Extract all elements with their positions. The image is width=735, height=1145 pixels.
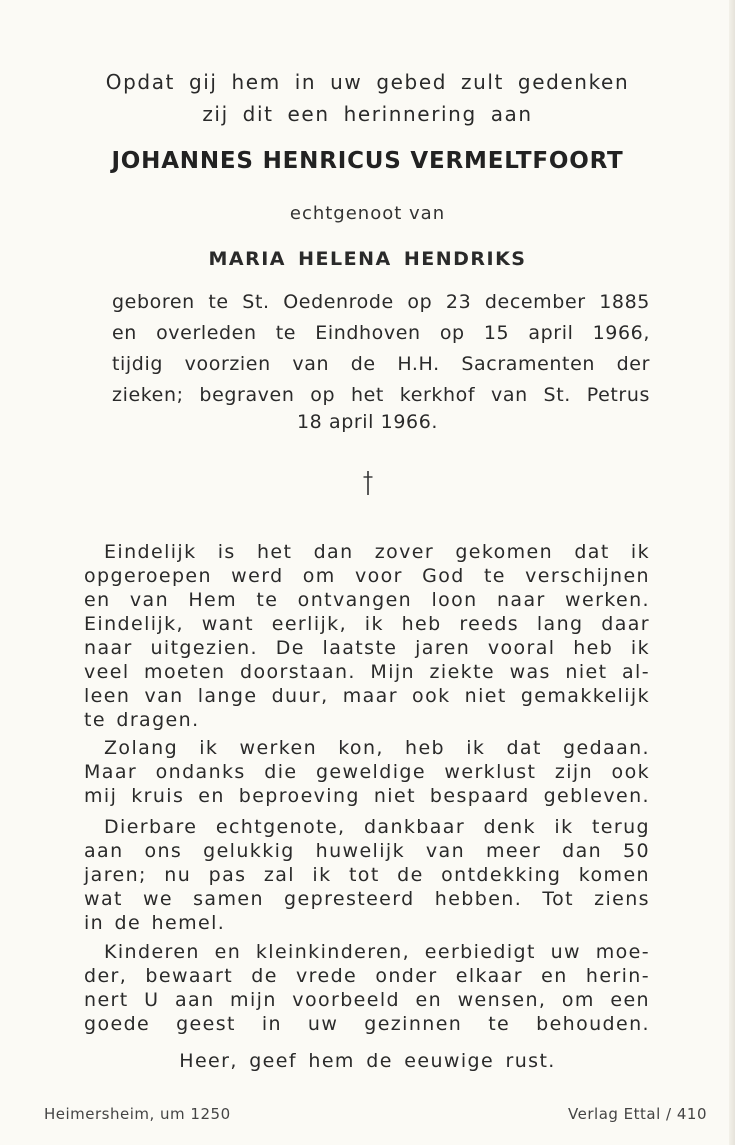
spouse-label: echtgenoot van	[289, 203, 446, 224]
paragraph-line: Zolang ik werken kon, heb ik dat gedaan.	[104, 737, 650, 759]
spouse-name: MARIA HELENA HENDRIKS	[208, 248, 527, 270]
paragraph-line: Eindelijk, want eerlijk, ik heb reeds lang daar	[84, 613, 650, 635]
paragraph-line: jaren; nu pas zal ik tot de ontdekking komen	[84, 864, 650, 886]
paragraph-line: Kinderen en kleinkinderen, eerbiedigt uw moe-	[104, 941, 650, 963]
biography	[112, 287, 650, 411]
paragraph-line: wat we samen gepresteerd hebben. Tot ziens	[84, 888, 650, 910]
paragraph-line: leen van lange duur, maar ook niet gemakkelijk	[84, 685, 650, 707]
paragraph-2	[84, 736, 650, 808]
card-edge	[729, 0, 735, 1145]
paragraph-line: Maar ondanks die geweldige werklust zijn ook	[84, 761, 650, 783]
paragraph-line: te dragen.	[84, 709, 200, 731]
publisher-credit: Verlag Ettal / 410	[568, 1105, 707, 1123]
paragraph-line: opgeroepen werd om voor God te verschijnen	[84, 565, 650, 587]
paragraph-line: en van Hem te ontvangen loon naar werken.	[84, 589, 650, 611]
bio-line: zieken; begraven op het kerkhof van St. Petrus	[112, 384, 650, 406]
image-credit: Heimersheim, um 1250	[44, 1105, 231, 1123]
bio-line: tijdig voorzien van de H.H. Sacramenten der	[112, 353, 650, 375]
burial-date: 18 april 1966.	[296, 411, 439, 433]
paragraph-line: in de hemel.	[84, 912, 226, 934]
intro-line-1: Opdat gij hem in uw gebed zult gedenken	[105, 70, 630, 94]
bio-line: en overleden te Eindhoven op 15 april 1966,	[112, 322, 650, 344]
paragraph-line: Dierbare echtgenote, dankbaar denk ik terug	[104, 816, 650, 838]
latin-cross-icon	[360, 470, 376, 496]
paragraph-4	[84, 940, 650, 1036]
bio-line: geboren te St. Oedenrode op 23 december 1885	[112, 291, 650, 313]
paragraph-1	[84, 540, 650, 732]
paragraph-line: aan ons gelukkig huwelijk van meer dan 50	[84, 840, 650, 862]
paragraph-line: veel moeten doorstaan. Mijn ziekte was niet al-	[84, 661, 650, 683]
paragraph-line: Eindelijk is het dan zover gekomen dat ik	[104, 541, 650, 563]
paragraph-line: nert U aan mijn voorbeeld en wensen, om een	[84, 989, 650, 1011]
deceased-name: JOHANNES HENRICUS VERMELTFOORT	[111, 148, 624, 174]
paragraph-line: der, bewaart de vrede onder elkaar en herin-	[84, 965, 650, 987]
paragraph-3	[84, 815, 650, 935]
paragraph-line: naar uitgezien. De laatste jaren vooral heb ik	[84, 637, 650, 659]
paragraph-line: mij kruis en beproeving niet bespaard gebleven.	[84, 785, 650, 807]
intro-line-2: zij dit een herinnering aan	[202, 102, 533, 126]
paragraph-line: goede geest in uw gezinnen te behouden.	[84, 1013, 650, 1035]
closing-prayer: Heer, geef hem de eeuwige rust.	[179, 1050, 556, 1072]
